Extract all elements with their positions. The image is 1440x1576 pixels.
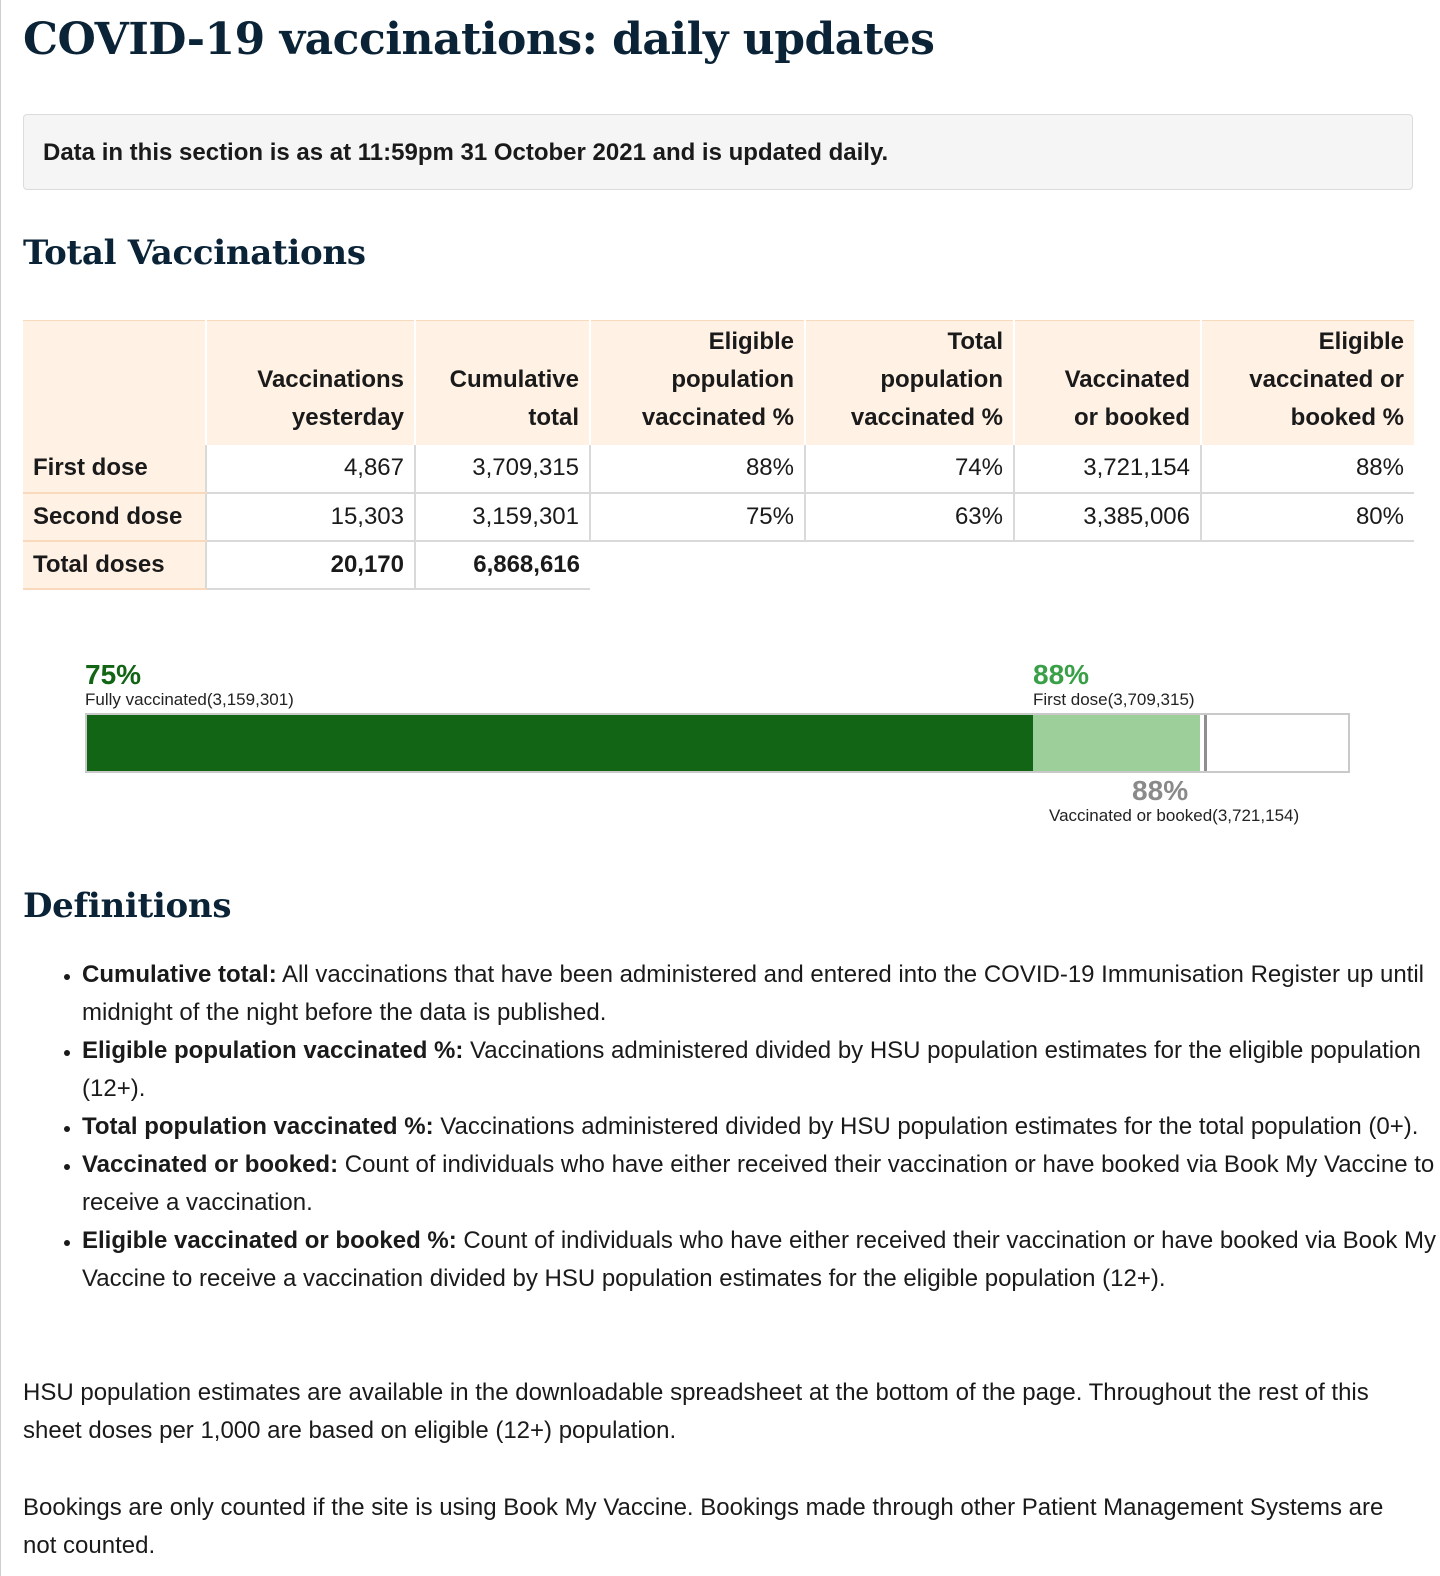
- table-cell: 6,868,616: [415, 541, 590, 589]
- table-cell: 75%: [590, 493, 805, 541]
- booked-desc: Vaccinated or booked(3,721,154): [1049, 806, 1300, 825]
- definition-text: All vaccinations that have been administered and entered into the COVID-19 Immunisation Register up until midnight of the night before the data is published.: [82, 961, 1424, 1026]
- list-item: [82, 956, 1440, 1032]
- row-label: Second dose: [23, 493, 206, 541]
- column-header: Cumulative total: [415, 321, 590, 445]
- list-item: [82, 1108, 1440, 1146]
- fully-vaccinated-desc: Fully vaccinated(3,159,301): [85, 690, 294, 709]
- column-header: Vaccinated or booked: [1014, 321, 1201, 445]
- column-header: Total population vaccinated %: [805, 321, 1014, 445]
- list-item: [82, 1222, 1440, 1298]
- definitions-heading: Definitions: [23, 886, 232, 926]
- column-header: Eligible population vaccinated %: [590, 321, 805, 445]
- vaccinations-table: [23, 320, 1414, 590]
- table-cell: 63%: [805, 493, 1014, 541]
- table-cell: 74%: [805, 445, 1014, 493]
- table-cell: 88%: [1201, 445, 1414, 493]
- first-dose-desc: First dose(3,709,315): [1033, 690, 1195, 709]
- row-label: Total doses: [23, 541, 206, 589]
- definition-term: Vaccinated or booked:: [82, 1151, 339, 1178]
- empty-cell: [590, 541, 805, 589]
- table-cell: 88%: [590, 445, 805, 493]
- first-dose-percent: 88%: [1033, 659, 1090, 690]
- column-header: Eligible vaccinated or booked %: [1201, 321, 1414, 445]
- definition-text: Vaccinations administered divided by HSU population estimates for the total population (0+).: [433, 1113, 1419, 1140]
- table-row: [23, 493, 1414, 541]
- list-item: [82, 1032, 1440, 1108]
- fully-vaccinated-segment: [87, 715, 1033, 771]
- page: [1, 0, 1440, 1559]
- vaccination-progress: [85, 656, 1355, 836]
- page-title: COVID-19 vaccinations: daily updates: [23, 14, 935, 65]
- table-cell: 3,709,315: [415, 445, 590, 493]
- table-cell: 3,159,301: [415, 493, 590, 541]
- definition-term: Eligible population vaccinated %:: [82, 1037, 464, 1064]
- definition-term: Eligible vaccinated or booked %:: [82, 1227, 457, 1254]
- definitions-list: [23, 956, 1440, 1298]
- row-label: First dose: [23, 445, 206, 493]
- definition-term: Total population vaccinated %:: [82, 1113, 434, 1140]
- table-cell: 4,867: [206, 445, 415, 493]
- bookings-note: Bookings are only counted if the site is using Book My Vaccine. Bookings made through other Patient Management Systems are not counted.: [23, 1494, 1384, 1559]
- booked-marker: [1204, 715, 1207, 771]
- table-cell: 15,303: [206, 493, 415, 541]
- booked-percent: 88%: [1132, 775, 1189, 806]
- booked-label: [1049, 776, 1299, 826]
- empty-cell: [805, 541, 1014, 589]
- table-cell: 3,385,006: [1014, 493, 1201, 541]
- table-row: [23, 445, 1414, 493]
- fully-vaccinated-percent: 75%: [85, 659, 142, 690]
- definition-text: Vaccinations administered divided by HSU population estimates for the eligible population (12+).: [82, 1037, 1421, 1102]
- table-row: [23, 541, 1414, 589]
- table-cell: 3,721,154: [1014, 445, 1201, 493]
- column-header: Vaccinations yesterday: [206, 321, 415, 445]
- hsu-note: HSU population estimates are available in the downloadable spreadsheet at the bottom of the page. Throughout the rest of this sheet doses per 1,000 are based on eligible (12+) population.: [23, 1379, 1369, 1444]
- list-item: [82, 1146, 1440, 1222]
- empty-cell: [1201, 541, 1414, 589]
- progress-bar: [85, 713, 1350, 773]
- column-header: [23, 321, 206, 445]
- definition-text: Count of individuals who have either received their vaccination or have booked via Book My Vaccine to receive a vaccination divided by HSU population estimates for the eligible population (12+).: [82, 1227, 1436, 1292]
- first-dose-label: [1033, 660, 1195, 710]
- data-notice: Data in this section is as at 11:59pm 31 October 2021 and is updated daily.: [23, 114, 1413, 190]
- definition-term: Cumulative total:: [82, 961, 277, 988]
- table-cell: 80%: [1201, 493, 1414, 541]
- empty-cell: [1014, 541, 1201, 589]
- table-cell: 20,170: [206, 541, 415, 589]
- definition-text: Count of individuals who have either received their vaccination or have booked via Book My Vaccine to receive a vaccination.: [82, 1151, 1435, 1216]
- fully-vaccinated-label: [85, 660, 294, 710]
- total-vaccinations-heading: Total Vaccinations: [23, 233, 366, 273]
- table-header-row: [23, 321, 1414, 445]
